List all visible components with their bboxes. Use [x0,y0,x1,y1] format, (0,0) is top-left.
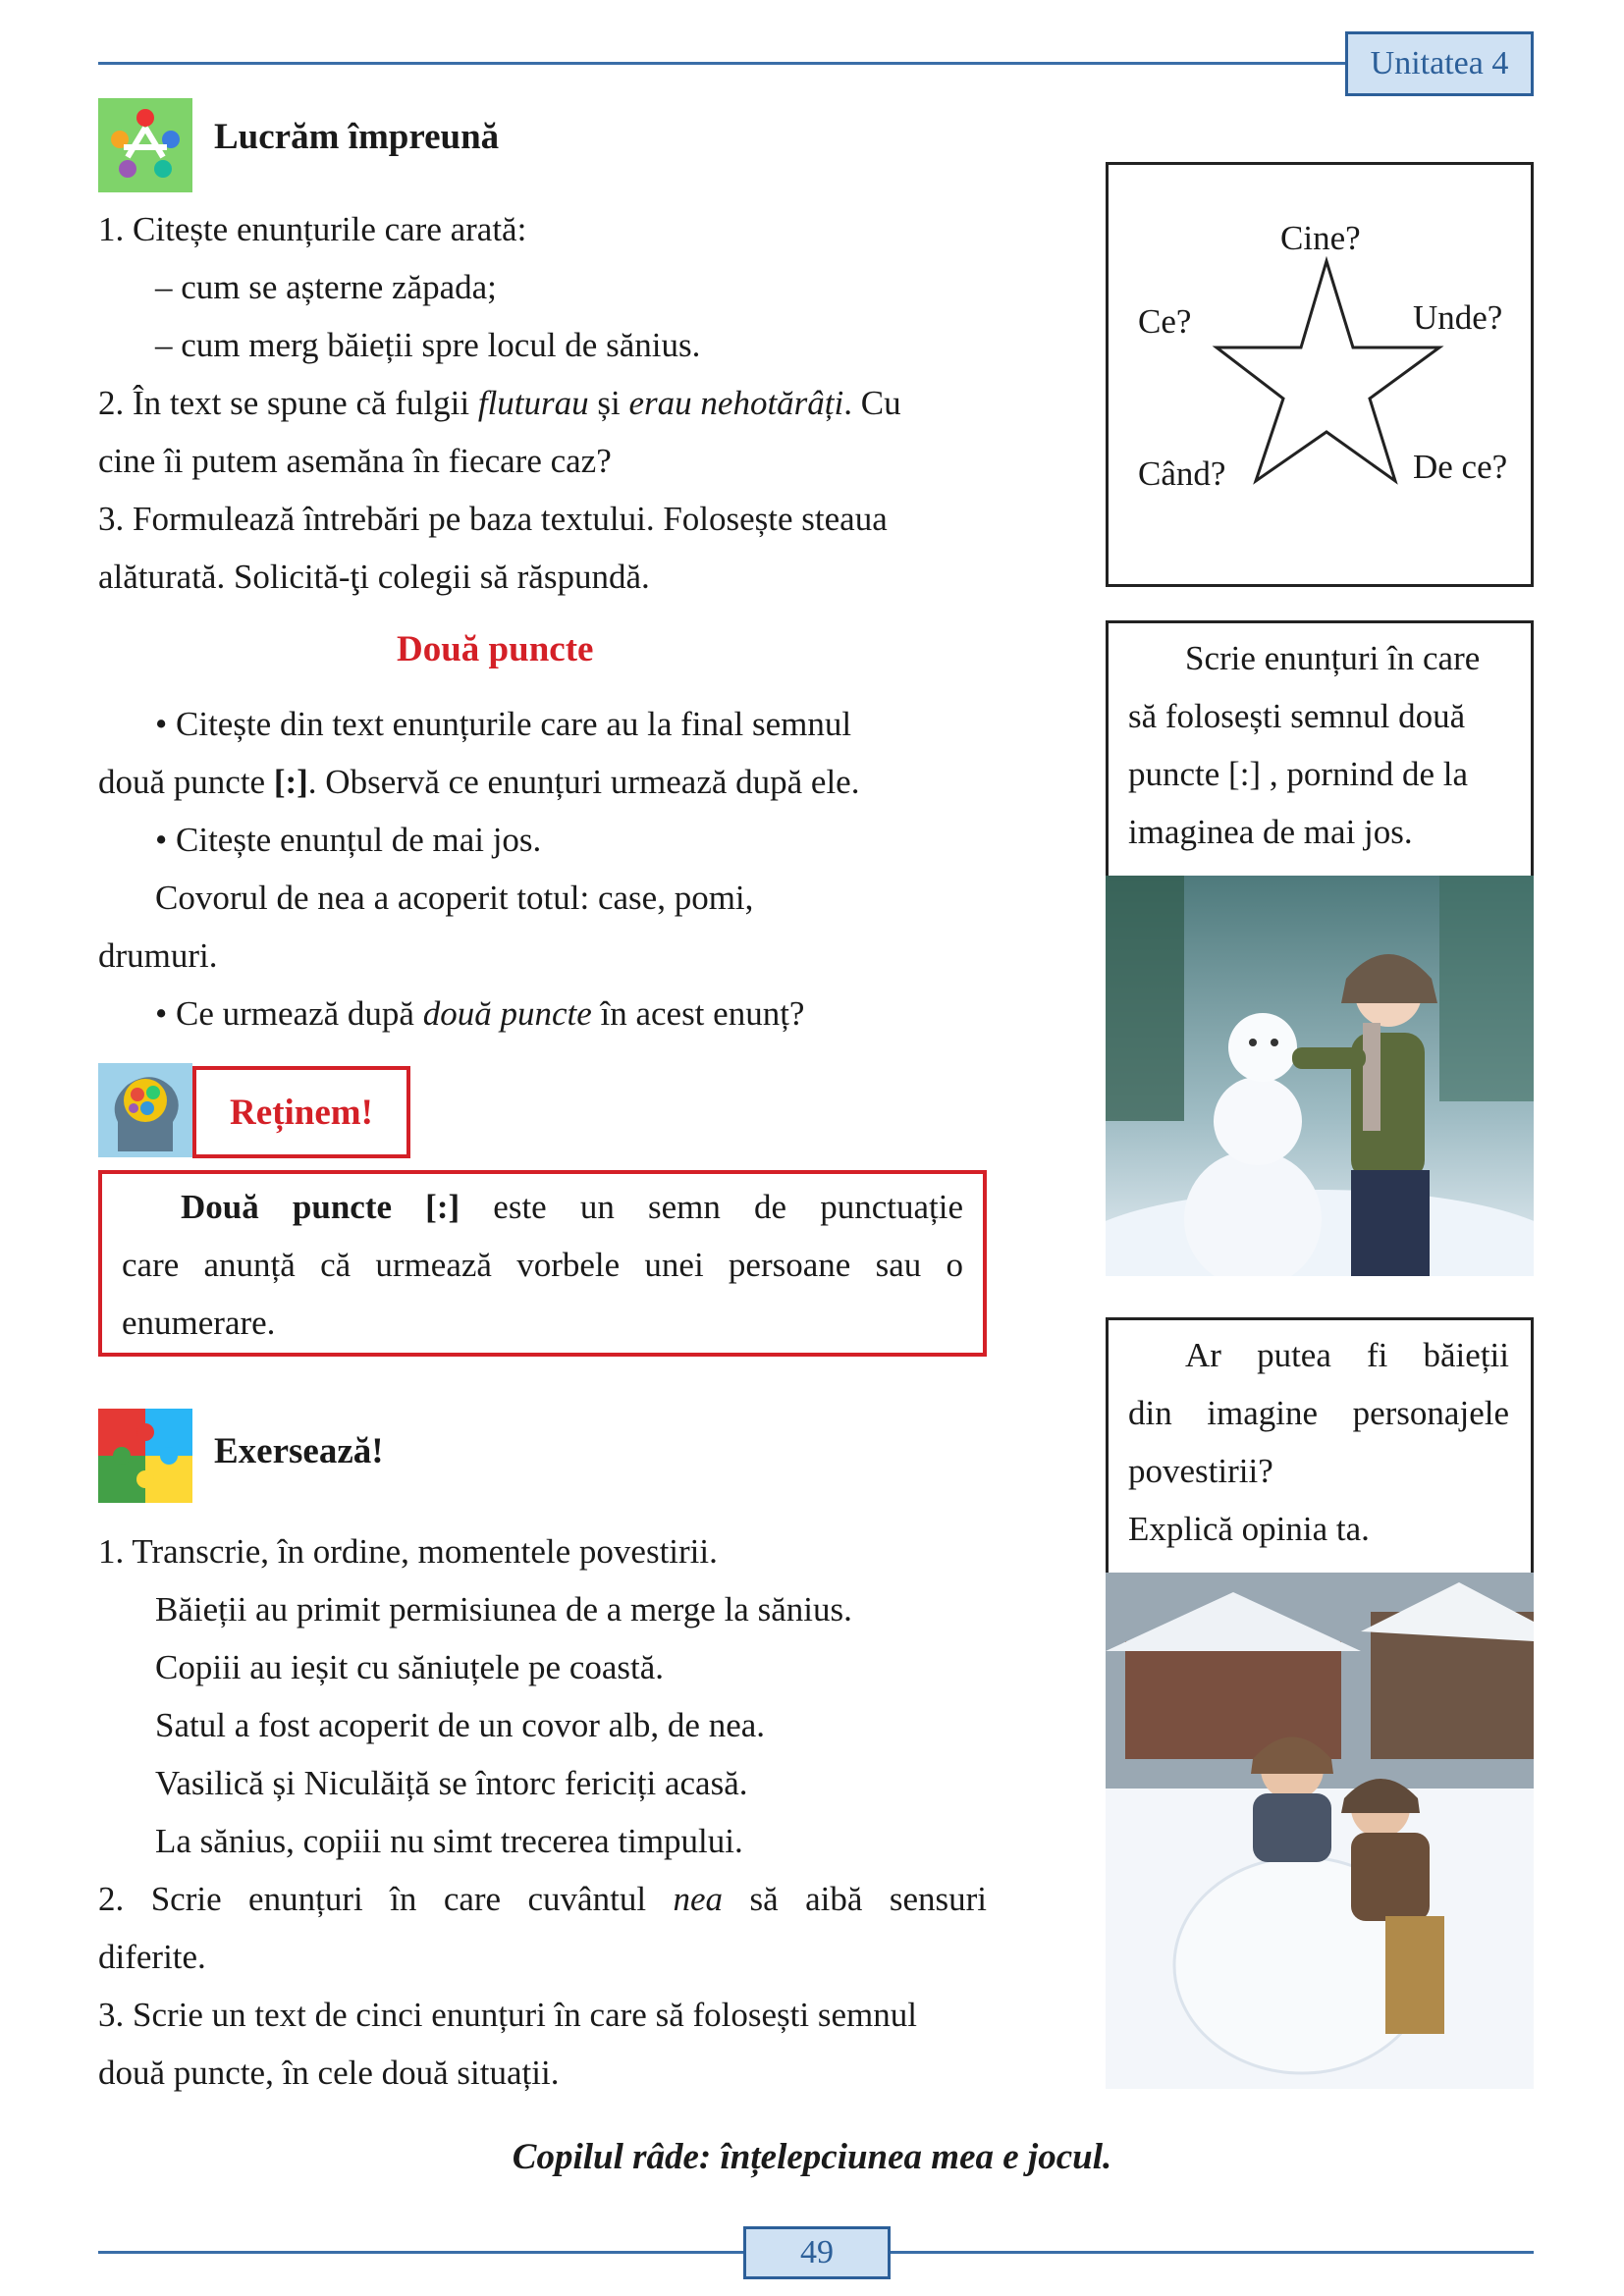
retinem-label: Reținem! [230,1092,373,1133]
exercise-line-7: 2. Scrie enunțuri în care cuvântul nea să aibă sensuri [98,1880,987,1918]
retinem-definition-box [98,1170,987,1357]
exercise-line-2: Băieții au primit permisiunea de a merge la sănius. [155,1590,852,1629]
exercise-line-3: Copiii au ieșit cu săniuțele pe coastă. [155,1648,665,1686]
exercise-line-4: Satul a fost acoperit de un covor alb, de nea. [155,1706,766,1744]
two-dots-line-5: drumuri. [98,936,218,975]
exercise-line-8: diferite. [98,1938,206,1976]
footer-rule-left [98,2251,743,2254]
footer-rule-right [891,2251,1534,2254]
box1-line-4: imaginea de mai jos. [1128,813,1413,851]
work-item-2: 2. În text se spune că fulgii fluturau și erau nehotărâți. Cu [98,384,901,422]
retinem-line-2: care anunță că urmează vorbele unei persoane sau o [122,1246,963,1284]
star-label-when: Când? [1138,454,1226,493]
box2-line-3: povestirii? [1128,1452,1273,1490]
box1-line-1: Scrie enunțuri în care [1185,639,1481,677]
two-dots-line-4: Covorul de nea a acoperit totul: case, pomi, [155,879,754,917]
box2-line-1: Ar putea fi băieții [1185,1336,1509,1374]
work-item-3: 3. Formulează întrebări pe baza textului. Folosește steaua [98,500,888,538]
exercise-line-6: La sănius, copiii nu simt trecerea timpului. [155,1822,743,1860]
retinem-label-box [192,1066,410,1158]
teamwork-icon [98,98,192,192]
box2-line-2: din imagine personajele [1128,1394,1509,1432]
star-label-what: Ce? [1138,302,1192,341]
work-together-title: Lucrăm împreună [214,117,500,157]
unit-badge: Unitatea 4 [1345,31,1534,96]
work-item-2-cont: cine îi putem asemăna în fiecare caz? [98,442,612,480]
explain-opinion-box [1106,1317,1534,1573]
two-dots-line-3: • Citește enunțul de mai jos. [155,821,542,859]
exercise-line-5: Vasilică și Niculăiță se întorc fericiți acasă. [155,1764,748,1802]
page-number: 49 [743,2226,891,2279]
box1-line-3: puncte [:] , pornind de la [1128,755,1469,793]
write-sentences-box [1106,620,1534,876]
exercise-line-9: 3. Scrie un text de cinci enunțuri în care să folosești semnul [98,1996,917,2034]
work-item-1b: – cum merg băieții spre locul de sănius. [155,326,701,364]
work-item-3-cont: alăturată. Solicită-ţi colegii să răspundă. [98,558,650,596]
retinem-line-1: Două puncte [:] este un semn de punctuație [181,1188,964,1226]
work-item-1: 1. Citește enunțurile care arată: [98,210,527,248]
header-rule [98,62,1345,65]
puzzle-icon [98,1409,192,1503]
exercise-line-10: două puncte, în cele două situații. [98,2054,560,2092]
two-dots-line-1: • Citește din text enunțurile care au la final semnul [155,705,852,743]
box1-line-2: să folosești semnul două [1128,697,1466,735]
brain-icon [98,1063,192,1157]
box2-line-4: Explică opinia ta. [1128,1510,1370,1548]
boy-snowman-photo [1106,876,1534,1276]
closing-quote: Copilul râde: înțelepciunea mea e jocul. [512,2137,1112,2177]
work-item-1a: – cum se așterne zăpada; [155,268,497,306]
exercise-title: Exersează! [214,1431,384,1471]
star-label-where: Unde? [1413,298,1503,337]
two-dots-line-2: două puncte [:]. Observă ce enunțuri urmează după ele. [98,763,860,801]
question-star-box [1106,162,1534,587]
retinem-line-3: enumerare. [122,1304,276,1342]
two-dots-line-6: • Ce urmează după două puncte în acest enunț? [155,994,805,1033]
boys-snowball-photo [1106,1573,1534,2089]
star-label-why: De ce? [1413,448,1508,486]
star-label-who: Cine? [1280,219,1361,257]
two-dots-title: Două puncte [397,629,594,669]
exercise-line-1: 1. Transcrie, în ordine, momentele povestirii. [98,1532,718,1571]
